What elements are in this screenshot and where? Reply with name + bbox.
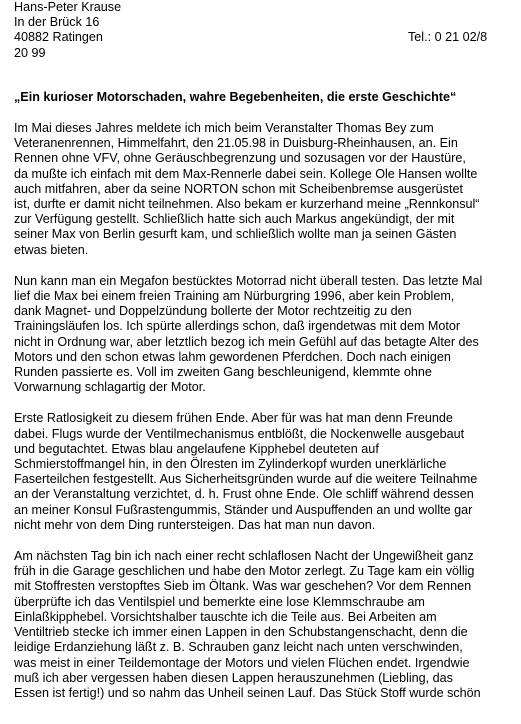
text-line: Im Mai dieses Jahres meldete ich mich beim Veranstalter Thomas Bey zum (14, 121, 434, 135)
text-line: nicht mehr von dem Ding runtersteigen. Das hat man nun davon. (14, 517, 376, 532)
text-line: dank Magnet- und Doppelzündung bollerte der Motor rechtzeitig zu den (14, 304, 412, 319)
text-line: früh in die Garage geschlichen und habe den Motor zerlegt. Zu Tage kam ein völlig (14, 564, 475, 579)
text-line: nicht in Ordnung war, aber letztlich bezog ich mein Gefühl auf das betagte Alter des (14, 334, 479, 349)
paragraph-3 (14, 411, 516, 533)
text-line: Ventiltrieb stecke ich immer einen Lappen in den Schubstangenschacht, denn die (14, 625, 468, 640)
text-line: Essen ist fertig!) und so nahm das Unheil seinen Lauf. Das Stück Stoff wurde schön (14, 685, 481, 700)
text-line: mit Stoffresten verstopftes Sieb im Öltank. Was war geschehen? Vor dem Rennen (14, 579, 472, 594)
text-line: seiner Max von Berlin gesurft kam, und schließlich wollte man ja seinen Gästen (14, 227, 457, 242)
text-line: Rennen ohne VFV, ohne Geräuschbegrenzung und sozusagen vor der Haustüre, (14, 151, 466, 166)
text-line: dabei. Flugs wurde der Ventilmechanismus entblößt, die Nockenwelle ausgebaut (14, 426, 465, 441)
story-title: „Ein kurioser Motorschaden, wahre Begebenheiten, die erste Geschichte“ (14, 89, 457, 104)
text-line: etwas bieten. (14, 242, 89, 257)
text-line: Schmierstoffmangel hin, in den Ölresten im Zylinderkopf wurden unerklärliche (14, 457, 447, 472)
sender-address (14, 0, 516, 61)
text-line: muß ich aber vergessen haben diesen Lappen herauszunehmen (Liebling, das (14, 670, 453, 685)
text-line: da mußte ich einfach mit dem Max-Rennerle dabei sein. Kollege Ole Hansen wollte (14, 166, 478, 181)
text-line: Faserteilchen festgestellt. Aus Sicherheitsgründen wurde auf die weitere Teilnahme (14, 472, 478, 487)
address-row-city (14, 30, 516, 45)
text-line: Trainingsläufen los. Ich spürte allerdings schon, daß irgendetwas mit dem Motor (14, 319, 461, 334)
text-line: lief die Max bei einem freien Training am Nürburgring 1996, aber kein Problem, (14, 289, 455, 304)
paragraph-1 (14, 121, 516, 258)
text-line: leidige Erdanziehung läßt z. B. Schrauben ganz leicht nach unten verschwinden, (14, 640, 463, 655)
text-line: Runden passierte es. Voll im zweiten Gang beschleunigend, klemmte ohne (14, 365, 432, 380)
address-line-name: Hans-Peter Krause (14, 0, 122, 14)
text-line: auch mitfahren, aber da seine NORTON schon mit Scheibenbremse ausgerüstet (14, 181, 463, 196)
text-line: Nun kann man ein Megafon bestücktes Motorrad nicht überall testen. Das letzte Mal (14, 273, 483, 288)
address-line-street: In der Brück 16 (14, 15, 100, 30)
text-line: und begutachtet. Etwas blau angelaufene Kipphebel deuteten auf (14, 441, 379, 456)
text-line: Am nächsten Tag bin ich nach einer recht schlaflosen Nacht der Ungewißheit ganz (14, 549, 474, 564)
paragraph-2 (14, 274, 516, 396)
text-line: zur Verfügung gestellt. Schließlich hatte sich auch Markus angekündigt, der mit (14, 212, 455, 227)
text-line: überprüfte ich das Ventilspiel und bemerkte eine lose Klemmschraube am (14, 594, 425, 609)
text-line: was meist in einer Teildemontage der Motors und vielen Flüchen endet. Irgendwie (14, 655, 470, 670)
text-line: ist, durfte er damit nicht teilnehmen. Also bekam er kurzerhand meine „Rennkonsul“ (14, 197, 480, 212)
text-line: an meiner Konsul Fußrastengummis, Ständer und Auspuffenden an und wollte gar (14, 502, 473, 517)
letter-page (14, 0, 516, 724)
text-line: Veteranenrennen, Himmelfahrt, den 21.05.98 in Duisburg-Rheinhausen, an. Ein (14, 136, 458, 151)
telephone-number: Tel.: 0 21 02/8 (408, 30, 488, 45)
text-line: Vorwarnung schlagartig der Motor. (14, 380, 206, 395)
text-line: Einlaßkipphebel. Vorsichtshalber tauschte ich die Teile aus. Bei Arbeiten am (14, 609, 437, 624)
text-line: Erste Ratlosigkeit zu diesem frühen Ende. Aber für was hat man denn Freunde (14, 411, 453, 426)
address-line-extra: 20 99 (14, 45, 46, 60)
paragraph-4 (14, 549, 516, 701)
address-line-city: 40882 Ratingen (14, 30, 103, 45)
text-line: Motors und den schon etwas lahm gewordenen Pferdchen. Doch nach einigen (14, 349, 451, 364)
text-line: an der Veranstaltung verzichtet, d. h. Frust ohne Ende. Ole schliff während dessen (14, 487, 474, 502)
